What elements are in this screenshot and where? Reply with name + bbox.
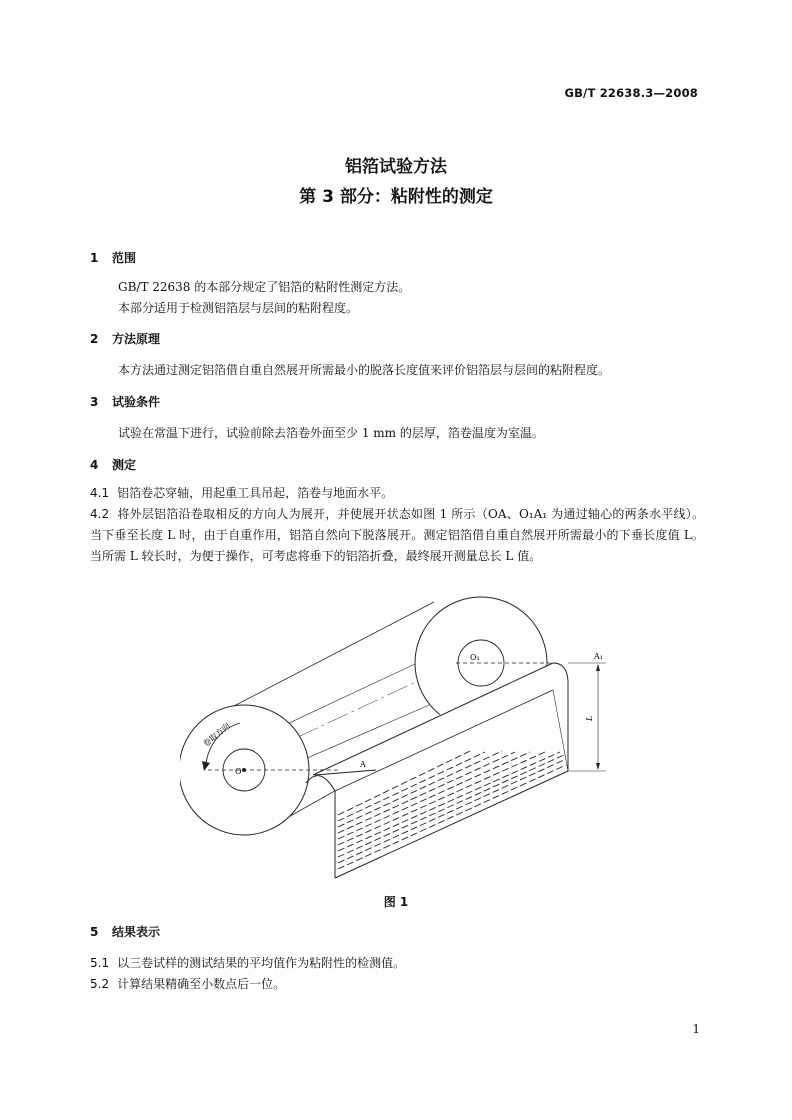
clause-text: 将外层铝箔沿卷取相反的方向人为展开，并使展开状态如图 1 所示（OA、O₁A₁ 为通过轴心的两条水平线）。当下垂至长度 L 时，由于自重作用，铝箔自然向下脱落展开。测定铝箔借自重自然展开所需最小的下垂长度值 L。当所需 L 较长时，为便于操作，可考虑将垂下的铝箔折叠，最终展开测量总长 L 值。: [90, 507, 704, 563]
document-subtitle: 第 3 部分：粘附性的测定: [299, 187, 493, 207]
clause-text: 计算结果精确至小数点后一位。: [117, 977, 286, 991]
document-title: 铝箔试验方法: [345, 157, 447, 177]
section-number: 2: [90, 332, 99, 346]
label-l: L: [585, 715, 594, 721]
clause-text: 以三卷试样的测试结果的平均值作为粘附性的检测值。: [117, 956, 406, 970]
clause-number: 5.2: [90, 977, 110, 991]
label-o1: O₁: [470, 653, 480, 662]
section-title: 范围: [112, 251, 137, 265]
section-1-paragraph-1: GB/T 22638 的本部分规定了铝箔的粘附性测定方法。: [118, 280, 411, 294]
section-title: 试验条件: [112, 395, 161, 409]
section-3-heading: [90, 393, 160, 410]
clause-4-2: [90, 504, 704, 567]
section-title: 结果表示: [112, 925, 161, 939]
section-title: 方法原理: [112, 332, 161, 346]
clause-5-1: [90, 953, 704, 974]
standard-number: GB/T 22638.3—2008: [564, 86, 698, 100]
figure-1-diagram: [180, 595, 620, 890]
section-2-heading: [90, 330, 160, 347]
section-number: 4: [90, 458, 99, 472]
section-3-paragraph-1: 试验在常温下进行，试验前除去箔卷外面至少 1 mm 的层厚，箔卷温度为室温。: [118, 426, 544, 440]
section-title: 测定: [112, 458, 137, 472]
label-a: A: [360, 760, 366, 769]
label-o: O: [235, 767, 242, 776]
section-1-heading: [90, 249, 136, 266]
clause-5-2: [90, 974, 704, 995]
section-number: 5: [90, 925, 99, 939]
section-5-heading: [90, 923, 160, 940]
section-1-paragraph-2: 本部分适用于检测铝箔层与层间的粘附程度。: [118, 301, 359, 315]
section-number: 1: [90, 251, 99, 265]
page-number: 1: [692, 1022, 700, 1036]
cylinder-top-edge: [209, 602, 434, 719]
section-number: 3: [90, 395, 99, 409]
clause-number: 4.2: [90, 507, 110, 521]
clause-4-1: [90, 483, 704, 504]
clause-number: 4.1: [90, 486, 110, 500]
clause-text: 铝箔卷芯穿轴，用起重工具吊起，箔卷与地面水平。: [117, 486, 394, 500]
figure-caption: 图 1: [383, 895, 409, 909]
section-2-paragraph-1: 本方法通过测定铝箔借自重自然展开所需最小的脱落长度值来评价铝箔层与层间的粘附程度。: [118, 363, 611, 377]
clause-number: 5.1: [90, 956, 110, 970]
winding-direction-label: 卷取方向: [201, 721, 232, 749]
label-a1: A₁: [594, 652, 603, 661]
section-4-heading: [90, 456, 136, 473]
